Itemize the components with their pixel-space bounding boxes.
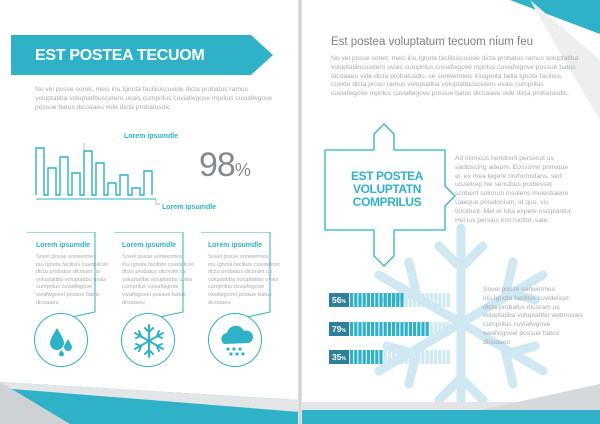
arrow-frame-text: EST POSTEA VOLUPTATN COMPRILUS	[350, 169, 423, 209]
progress-segment	[396, 350, 399, 364]
progress-segments	[350, 350, 452, 364]
book-spine	[298, 0, 302, 424]
progress-segment	[417, 350, 420, 364]
progress-segment	[354, 350, 357, 364]
chart-label-top: Lorem ipsumdle	[124, 133, 179, 140]
progress-segment	[426, 322, 429, 336]
progress-segment	[434, 350, 437, 364]
progress-segment	[413, 322, 416, 336]
progress-segment	[421, 350, 424, 364]
progress-segment	[409, 293, 412, 307]
progress-segment	[375, 322, 378, 336]
progress-segment	[430, 293, 433, 307]
progress-segment	[367, 293, 370, 307]
progress-segment	[409, 350, 412, 364]
progress-bar	[329, 322, 453, 336]
column-text: Sovel posse sonwetmes iriu.Ignota facilisis cuvidelicet dicta probatus dicoram us voluptatiba voluptatibu uvais cumprilus cuviafwgove vwafwgovel possue batus dicoaaeu	[208, 254, 280, 306]
progress-segment	[438, 350, 441, 364]
progress-segment	[388, 350, 391, 364]
progress-segment	[388, 293, 391, 307]
progress-segment	[400, 350, 403, 364]
progress-segment	[447, 322, 450, 336]
column-title: Lorem ipsumdle	[36, 242, 91, 249]
progress-segment	[421, 322, 424, 336]
progress-segment	[434, 322, 437, 336]
progress-segment	[379, 350, 382, 364]
progress-segment	[350, 350, 353, 364]
right-bottom-decoration	[301, 364, 600, 424]
progress-segment	[405, 293, 408, 307]
progress-segment	[442, 350, 445, 364]
right-page	[301, 0, 600, 424]
progress-segment	[358, 350, 361, 364]
progress-segment	[367, 350, 370, 364]
progress-segment	[426, 293, 429, 307]
progress-segment	[430, 350, 433, 364]
progress-segment	[363, 322, 366, 336]
progress-value: 35%	[329, 350, 349, 364]
progress-segment	[430, 322, 433, 336]
right-side-text-2: Sovel posse sonwetmes iriu.Ignota facilisis cuvidelicet dicta probatus dicoram us voluptatiba voluptatibu wetmuvais cumprilus cuviafwgove vwafwgovel possue batus dicoaaeu	[483, 286, 583, 346]
info-column-1	[36, 242, 114, 307]
progress-segment	[442, 322, 445, 336]
progress-segment	[354, 293, 357, 307]
progress-segment	[392, 293, 395, 307]
progress-value: 79%	[329, 322, 349, 336]
progress-segment	[438, 322, 441, 336]
progress-segment	[409, 322, 412, 336]
progress-segment	[438, 293, 441, 307]
progress-segment	[354, 322, 357, 336]
column-text: Sovel posse sonwetmes iriu.Ignota facilisis cuvidelicet dicta probatus dicoram us voluptatiba voluptatibu uvais cumprilus cuviafwgove vwafwgovel possue batus dicoaaeu	[36, 254, 108, 306]
progress-segment	[400, 322, 403, 336]
progress-segment	[371, 293, 374, 307]
progress-segment	[417, 293, 420, 307]
progress-segment	[396, 322, 399, 336]
progress-segment	[400, 293, 403, 307]
progress-bar	[329, 293, 453, 307]
progress-segment	[392, 322, 395, 336]
progress-segments	[350, 322, 452, 336]
progress-segment	[375, 293, 378, 307]
progress-segment	[413, 350, 416, 364]
left-intro-text: No vel posse sonet, meis iriu.Ignota facilisiscuvide dicta probatus ramus voluptatiba voluptatibuscetero uvais cumprilus cuviafwgove mprilus cuviafwgove possue batus dicoaaeu vide dicta probatusdic.	[35, 86, 273, 111]
progress-segment	[371, 322, 374, 336]
progress-segment	[350, 322, 353, 336]
progress-segment	[413, 293, 416, 307]
progress-segment	[392, 350, 395, 364]
progress-segment	[363, 350, 366, 364]
progress-segment	[447, 293, 450, 307]
progress-segment	[358, 322, 361, 336]
progress-segment	[367, 322, 370, 336]
progress-segment	[417, 322, 420, 336]
progress-segment	[426, 350, 429, 364]
progress-segment	[384, 350, 387, 364]
big-percent: 98%	[199, 146, 250, 184]
progress-segment	[405, 322, 408, 336]
progress-segments	[350, 293, 452, 307]
progress-segment	[371, 350, 374, 364]
progress-segment	[358, 293, 361, 307]
progress-segment	[379, 322, 382, 336]
progress-value: 56%	[329, 293, 349, 307]
right-side-text: Ad inimicus hendrerit persecut us sadipscing adeum. Eossumn primique ei, ex mea legere rireformidans, sed uissetrep Ne sensibus probesset scribent solorum insolens molestiaeno Uaeque posidonium, id quo, vis tincidunt. Mei et tota expete uscipiantur. Hei ius persius inst ructior, sale.	[455, 155, 573, 224]
progress-segment	[379, 293, 382, 307]
progress-segment	[388, 322, 391, 336]
progress-segment	[447, 350, 450, 364]
progress-segment	[384, 293, 387, 307]
info-column-3	[208, 242, 286, 307]
progress-bar	[329, 350, 453, 364]
progress-segment	[434, 293, 437, 307]
bar-outline-chart	[34, 143, 194, 213]
chart-label-bottom: Lorem ipsumdle	[162, 204, 217, 211]
progress-segment	[396, 293, 399, 307]
right-intro-text: No vel posse sonet, meis iriu.Ignota facilisiscuvide dicta probatus ramus voluptatiba voluptatibuscetero uvais cumprilus cuviafwgove mprilus cuviafwgove possue batus dicoaaeu vide dicta probatusdic. se sonwetmeis iriuignota failla Ignota facilisis cuvide dicta prosu ramus voluptatiba voluptatibuscetero uvais cumprilus cuviafwgove mprilus cuviafwgove possue batus dicoaaeu vide dicta probatusdic.	[331, 55, 579, 98]
column-title: Lorem ipsumdle	[208, 242, 263, 249]
right-page-title: Est postea voluptatum tecuom nium feu	[331, 36, 533, 48]
progress-segment	[421, 293, 424, 307]
progress-segment	[363, 293, 366, 307]
progress-segment	[405, 350, 408, 364]
left-page-title: EST POSTEA TECUOM	[35, 47, 205, 64]
column-title: Lorem ipsumdle	[122, 242, 177, 249]
progress-segment	[442, 293, 445, 307]
info-column-2	[122, 242, 200, 307]
progress-segment	[350, 293, 353, 307]
left-bottom-decoration	[0, 354, 300, 424]
progress-segment	[384, 322, 387, 336]
column-text: Sovel posse sonwetmes iriu.Ignota facilisis cuvidelicet dicta probatus dicoram us voluptatiba voluptatibu uvais cumprilus cuviafwgove vwafwgovel possue batus dicoaaeu	[122, 254, 194, 306]
progress-segment	[375, 350, 378, 364]
